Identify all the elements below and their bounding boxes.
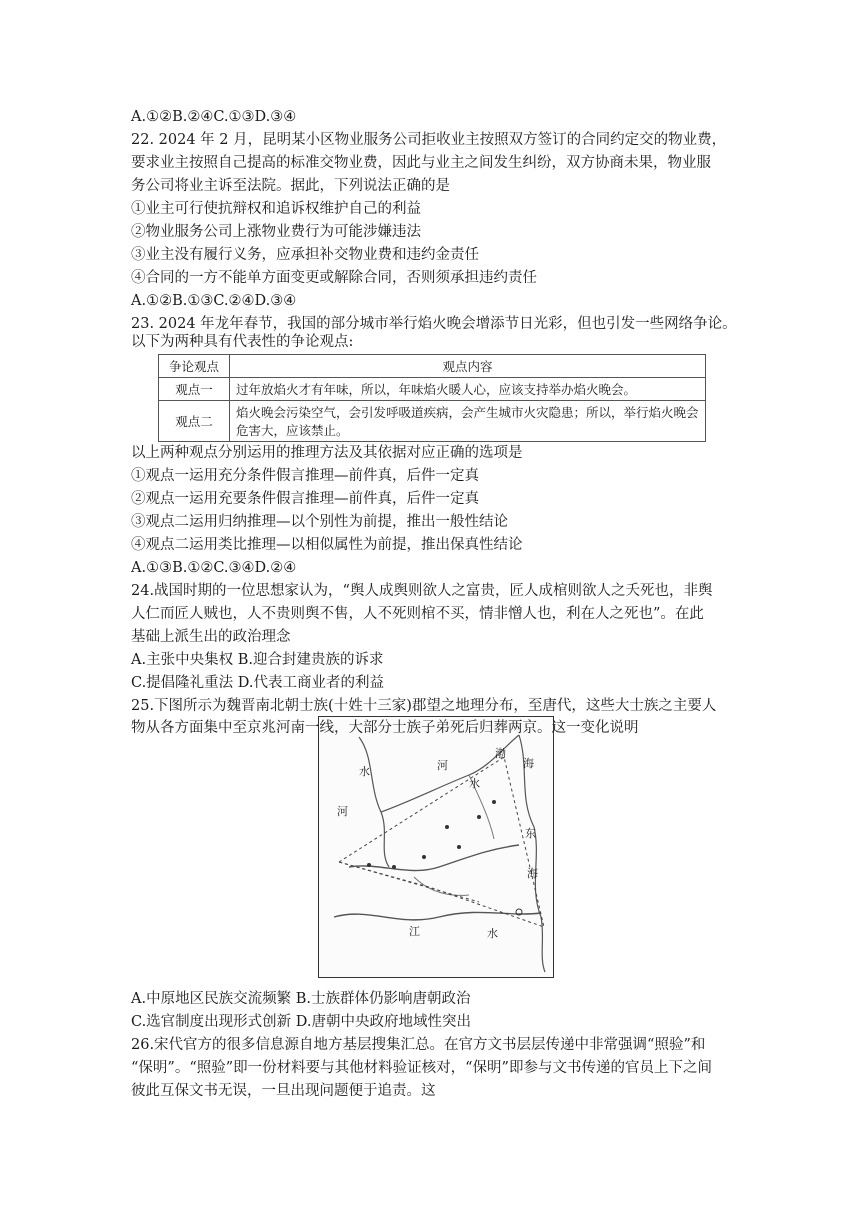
city-dot bbox=[457, 845, 461, 849]
coastline bbox=[519, 735, 545, 972]
city-dot bbox=[392, 865, 396, 869]
distribution-boundary bbox=[339, 862, 479, 902]
map-label: 东 bbox=[525, 827, 536, 840]
q25-stem-line-1: 25.下图所示为魏晋南北朝士族(十姓十三家)郡望之地理分布，至唐代，这些大士族之主要人 bbox=[131, 698, 717, 714]
q23-item-4: ④观点二运用类比推理—以相似属性为前提，推出保真性结论 bbox=[131, 537, 523, 553]
viewpoint-label: 观点二 bbox=[159, 401, 230, 442]
map-label: 海 bbox=[527, 867, 538, 880]
q22-item-3: ③业主没有履行义务，应承担补交物业费和违约金责任 bbox=[131, 247, 479, 263]
map-label: 河 bbox=[437, 759, 448, 772]
q23-stem-line-3: 以上两种观点分别运用的推理方法及其依据对应正确的选项是 bbox=[131, 445, 523, 461]
q24-stem-line-1: 24.战国时期的一位思想家认为，“舆人成舆则欲人之富贵，匠人成棺则欲人之夭死也，非舆 bbox=[131, 583, 713, 599]
q26-stem-line-2: “保明”。“照验”即一份材料要与其他材料验证核对，“保明”即参与文书传递的官员上下之间 bbox=[131, 1060, 712, 1076]
historical-map bbox=[318, 716, 554, 978]
city-dot bbox=[477, 815, 481, 819]
table-header-cell: 观点内容 bbox=[230, 355, 706, 378]
map-label: 水 bbox=[359, 765, 370, 778]
q22-stem-line-3: 务公司将业主诉至法院。据此，下列说法正确的是 bbox=[131, 178, 450, 194]
yellow-river-line bbox=[349, 845, 519, 871]
q23-stem-line-1: 23. 2024 年龙年春节，我国的部分城市举行焰火晚会增添节日光彩，但也引发一些网络争论。 bbox=[131, 316, 737, 332]
q24-stem-line-2: 人仁而匠人贼也，人不贵则舆不售，人不死则棺不买，情非憎人也，利在人之死也”。在此 bbox=[131, 606, 704, 622]
table-row bbox=[159, 401, 706, 442]
map-label: 渤 bbox=[495, 747, 506, 760]
q24-options-ab: A.主张中央集权 B.迎合封建贵族的诉求 bbox=[131, 652, 384, 668]
q21-options: A.①②B.②④C.①③D.③④ bbox=[131, 109, 297, 125]
table-header-row bbox=[159, 355, 706, 378]
dispute-table bbox=[158, 354, 706, 442]
map-label: 水 bbox=[469, 777, 480, 790]
q26-stem-line-1: 26.宋代官方的很多信息源自地方基层搜集汇总。在官方文书层层传递中非常强调“照验”和 bbox=[131, 1037, 706, 1053]
viewpoint-content: 焰火晚会污染空气，会引发呼吸道疾病，会产生城市火灾隐患；所以，举行焰火晚会危害大，应该禁止。 bbox=[230, 401, 706, 442]
city-dot bbox=[367, 863, 371, 867]
city-dot bbox=[492, 800, 496, 804]
q23-stem-line-2: 以下为两种具有代表性的争论观点: bbox=[131, 334, 354, 350]
map-label: 水 bbox=[487, 927, 498, 940]
q23-item-3: ③观点二运用归纳推理—以个别性为前提，推出一般性结论 bbox=[131, 514, 508, 530]
q23-item-2: ②观点一运用充要条件假言推理—前件真，后件一定真 bbox=[131, 491, 479, 507]
q22-stem-line-2: 要求业主按照自己提高的标准交物业费，因此与业主之间发生纠纷，双方协商未果，物业服 bbox=[131, 155, 711, 171]
viewpoint-label: 观点一 bbox=[159, 378, 230, 401]
q23-options: A.①③B.①②C.③④D.②④ bbox=[131, 560, 297, 576]
table-row bbox=[159, 378, 706, 401]
q24-options-cd: C.提倡隆礼重法 D.代表工商业者的利益 bbox=[131, 675, 385, 691]
q22-item-1: ①业主可行使抗辩权和追诉权维护自己的利益 bbox=[131, 201, 421, 217]
city-dot bbox=[445, 825, 449, 829]
map-label: 江 bbox=[409, 925, 420, 938]
q25-options-cd: C.选官制度出现形式创新 D.唐朝中央政府地域性突出 bbox=[131, 1014, 472, 1030]
table-header-cell: 争论观点 bbox=[159, 355, 230, 378]
q22-stem-line-1: 22. 2024 年 2 月，昆明某小区物业服务公司拒收业主按照双方签订的合同约定交的物业费， bbox=[131, 132, 727, 148]
river-line bbox=[359, 737, 389, 867]
map-label: 海 bbox=[523, 757, 534, 770]
map-label: 河 bbox=[337, 805, 348, 818]
q23-item-1: ①观点一运用充分条件假言推理—前件真，后件一定真 bbox=[131, 468, 479, 484]
q24-stem-line-3: 基础上派生出的政治理念 bbox=[131, 629, 291, 645]
q25-options-ab: A.中原地区民族交流频繁 B.士族群体仍影响唐朝政治 bbox=[131, 991, 471, 1007]
q25-stem-line-2: 物从各方面集中至京兆河南一线，大部分士族子弟死后归葬两京。这一变化说明 bbox=[131, 720, 639, 736]
yangtze-river-line bbox=[334, 912, 541, 919]
distribution-boundary bbox=[339, 757, 544, 927]
q22-item-2: ②物业服务公司上涨物业费行为可能涉嫌违法 bbox=[131, 224, 421, 240]
city-dot bbox=[422, 855, 426, 859]
q22-item-4: ④合同的一方不能单方面变更或解除合同，否则须承担违约责任 bbox=[131, 270, 537, 286]
q22-options: A.①②B.①③C.②④D.③④ bbox=[131, 293, 297, 309]
q26-stem-line-3: 彼此互保文书无误，一旦出现问题便于追责。这 bbox=[131, 1083, 436, 1099]
map-figure bbox=[319, 717, 553, 977]
viewpoint-content: 过年放焰火才有年味，所以，年味焰火暖人心，应该支持举办焰火晚会。 bbox=[230, 378, 706, 401]
